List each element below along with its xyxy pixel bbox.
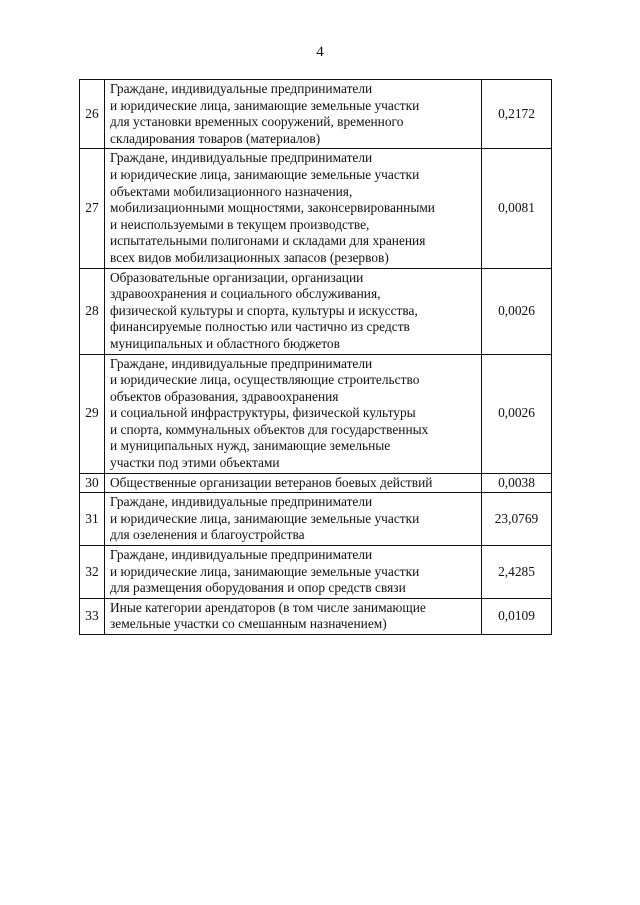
table-row	[80, 149, 552, 268]
row-number: 30	[80, 473, 105, 493]
description-line: Граждане, индивидуальные предприниматели	[110, 150, 373, 166]
table-row	[80, 354, 552, 473]
row-number: 29	[80, 354, 105, 473]
table-row	[80, 493, 552, 546]
description-line: испытательными полигонами и складами для хранения	[110, 233, 426, 249]
description-line: объектов образования, здравоохранения	[110, 388, 339, 404]
table-row	[80, 546, 552, 599]
row-number: 31	[80, 493, 105, 546]
description-line: участки под этими объектами	[110, 455, 280, 471]
row-description	[105, 268, 482, 354]
description-line: и юридические лица, занимающие земельные участки	[110, 166, 420, 182]
rates-table-body	[80, 80, 552, 635]
row-number: 32	[80, 546, 105, 599]
row-coefficient: 0,0109	[482, 598, 552, 634]
description-line: здравоохранения и социального обслуживания,	[110, 286, 381, 302]
row-coefficient: 0,0038	[482, 473, 552, 493]
description-line: и юридические лица, занимающие земельные участки	[110, 510, 420, 526]
description-line: Граждане, индивидуальные предприниматели	[110, 494, 373, 510]
description-line: для озеленения и благоустройства	[110, 527, 305, 543]
description-line: для размещения оборудования и опор средств связи	[110, 580, 406, 596]
table-row	[80, 598, 552, 634]
description-line: земельные участки со смешанным назначением)	[110, 616, 387, 632]
row-coefficient: 0,2172	[482, 80, 552, 149]
row-description	[105, 598, 482, 634]
row-coefficient: 0,0081	[482, 149, 552, 268]
description-line: всех видов мобилизационных запасов (резервов)	[110, 249, 389, 265]
row-number: 27	[80, 149, 105, 268]
table-row	[80, 473, 552, 493]
description-line: Граждане, индивидуальные предприниматели	[110, 81, 373, 96]
row-description	[105, 80, 482, 149]
row-coefficient: 23,0769	[482, 493, 552, 546]
table-row	[80, 80, 552, 149]
description-line: Иные категории арендаторов (в том числе занимающие	[110, 599, 426, 615]
description-line: складирования товаров (материалов)	[110, 130, 321, 146]
description-line: физической культуры и спорта, культуры и искусства,	[110, 302, 418, 318]
description-line: для установки временных сооружений, временного	[110, 114, 404, 130]
description-line: и юридические лица, занимающие земельные участки	[110, 97, 420, 113]
row-description	[105, 473, 482, 493]
row-coefficient: 2,4285	[482, 546, 552, 599]
description-line: Общественные организации ветеранов боевых действий	[110, 474, 433, 490]
row-description	[105, 149, 482, 268]
description-line: и спорта, коммунальных объектов для государственных	[110, 421, 429, 437]
description-line: муниципальных и областного бюджетов	[110, 335, 340, 351]
row-coefficient: 0,0026	[482, 354, 552, 473]
description-line: Образовательные организации, организации	[110, 269, 364, 285]
row-number: 33	[80, 598, 105, 634]
description-line: финансируемые полностью или частично из средств	[110, 319, 410, 335]
description-line: мобилизационными мощностями, законсервированными	[110, 200, 435, 216]
description-line: и неиспользуемыми в текущем производстве,	[110, 216, 370, 232]
description-line: Граждане, индивидуальные предприниматели	[110, 355, 373, 371]
row-description	[105, 546, 482, 599]
table-row	[80, 268, 552, 354]
row-description	[105, 354, 482, 473]
row-number: 26	[80, 80, 105, 149]
row-coefficient: 0,0026	[482, 268, 552, 354]
description-line: и социальной инфраструктуры, физической культуры	[110, 405, 416, 421]
rates-table	[79, 79, 552, 635]
description-line: и юридические лица, занимающие земельные участки	[110, 563, 420, 579]
description-line: и муниципальных нужд, занимающие земельные	[110, 438, 391, 454]
row-number: 28	[80, 268, 105, 354]
description-line: объектами мобилизационного назначения,	[110, 183, 353, 199]
description-line: Граждане, индивидуальные предприниматели	[110, 547, 373, 563]
description-line: и юридические лица, осуществляющие строительство	[110, 372, 420, 388]
row-description	[105, 493, 482, 546]
page-number: 4	[316, 44, 324, 60]
